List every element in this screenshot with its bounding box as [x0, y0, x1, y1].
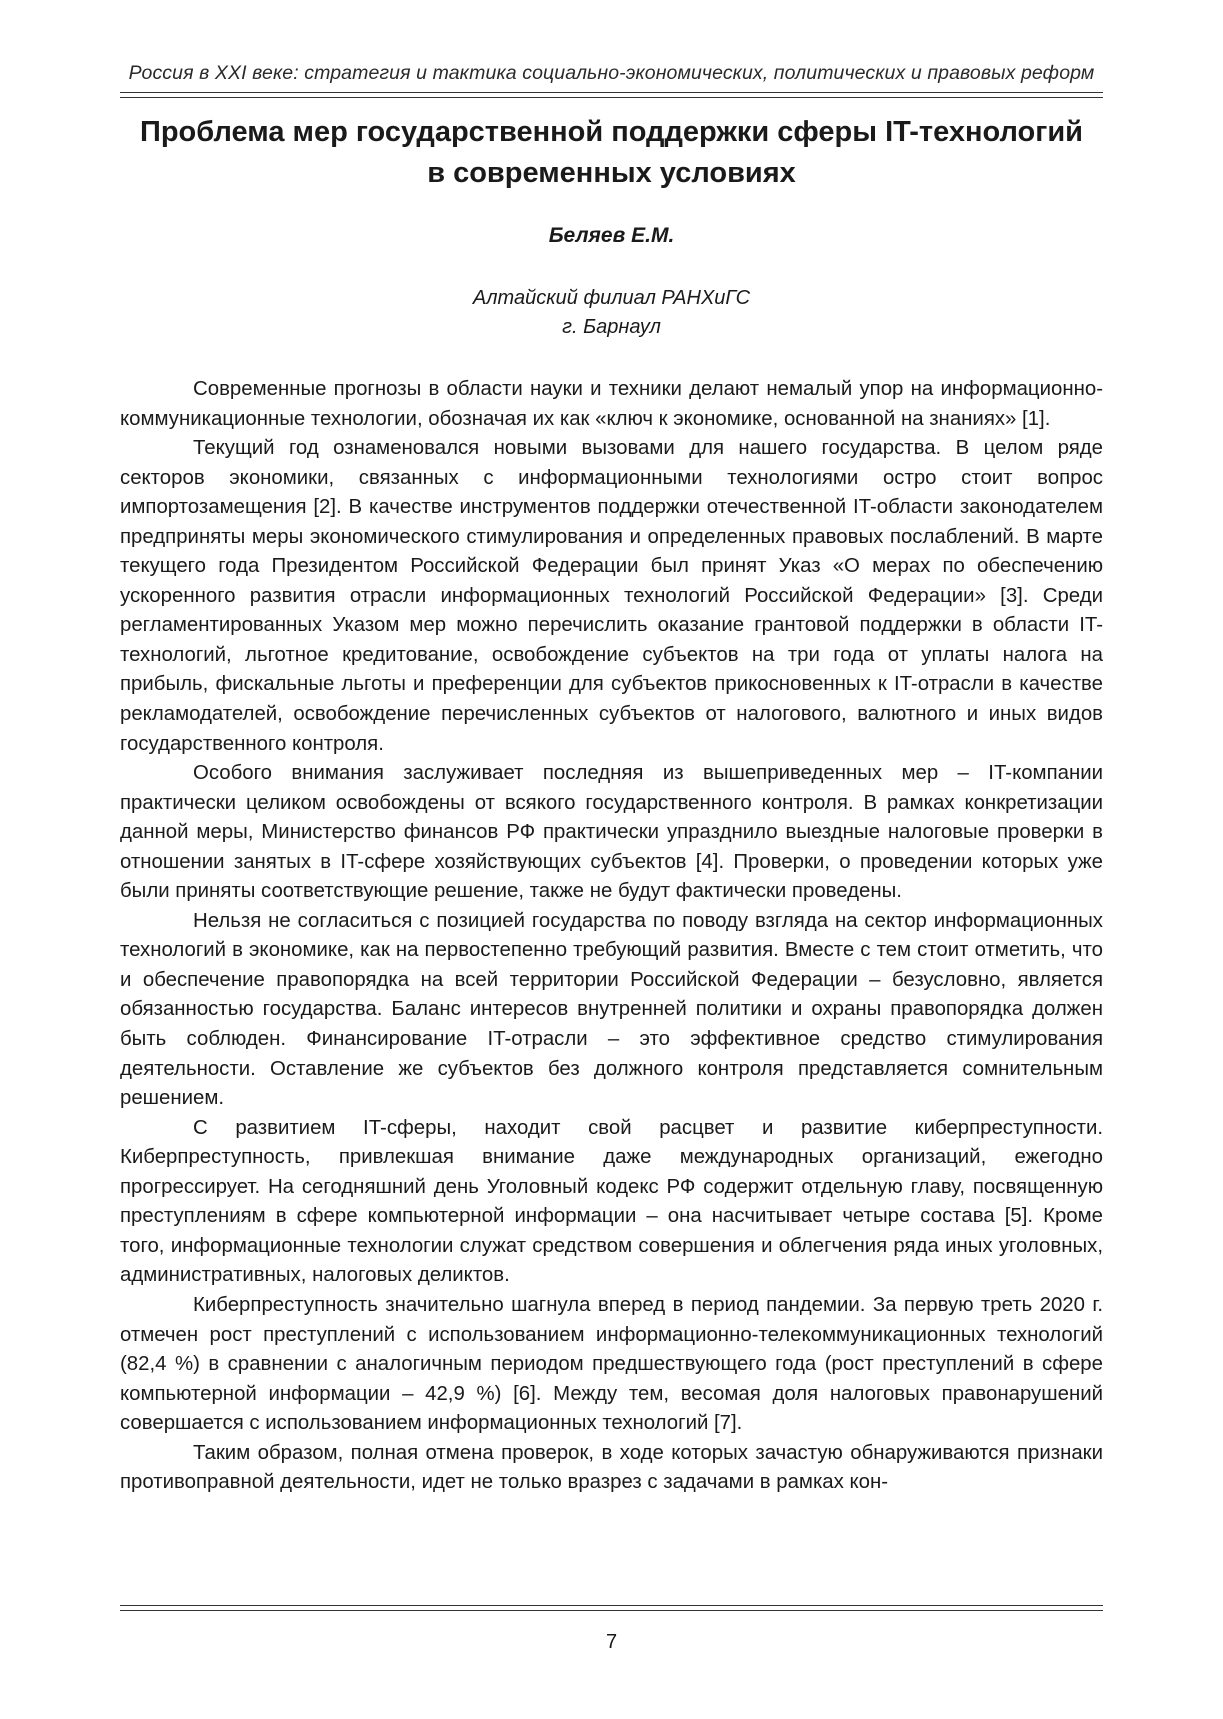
author-name: Беляев Е.М. — [548, 224, 675, 247]
paragraph-2: Текущий год ознаменовался новыми вызовами для нашего государства. В целом ряде секторов экономики, связанных с информационными технологиями остро стоит вопрос импортозамещения [2]. В качестве инструментов поддержки отечественной IT-области законодателем предприняты меры экономического стимулирования и определенных правовых послаблений. В марте текущего года Президентом Российской Федерации был принят Указ «О мерах по обеспечению ускоренного развития отрасли информационных технологий Российской Федерации» [3]. Среди регламентированных Указом мер можно перечислить оказание грантовой поддержки в области IT-технологий, льготное кредитование, освобождение субъектов на три года от уплаты налога на прибыль, фискальные льготы и преференции для субъектов прикосновенных к IT-отрасли в качестве рекламодателей, освобождение перечисленных субъектов от налогового, валютного и иных видов государственного контроля. — [120, 437, 1103, 755]
affiliation-city: г. Барнаул — [562, 316, 661, 338]
footer-rule-bottom — [120, 1610, 1103, 1611]
page-number: 7 — [605, 1631, 618, 1653]
running-header: Россия в XXI веке: стратегия и тактика социально-экономических, политических и правовых реформ — [128, 62, 1095, 84]
article-title-line-2: в современных условиях — [427, 157, 796, 189]
paragraph-6: Киберпреступность значительно шагнула вперед в период пандемии. За первую треть 2020 г. отмечен рост преступлений с использованием информационно-телекоммуникационных технологий (82,4 %) в сравнении с аналогичным периодом предшествующего года (рост преступлений в сфере компьютерной информации – 42,9 %) [6]. Между тем, весомая доля налоговых правонарушений совершается с использованием информационных технологий [7]. — [120, 1293, 1103, 1435]
article-body — [120, 375, 1103, 1498]
header-rule-bottom — [120, 97, 1103, 98]
footer-rule-top — [120, 1605, 1103, 1606]
affiliation-institution: Алтайский филиал РАНХиГС — [472, 287, 751, 309]
article-title-line-1: Проблема мер государственной поддержки сферы IT-технологий — [140, 116, 1083, 148]
paragraph-4: Нельзя не согласиться с позицией государства по поводу взгляда на сектор информационных технологий в экономике, как на первостепенно требующий развития. Вместе с тем стоит отметить, что и обеспечение правопорядка на всей территории Российской Федерации – безусловно, является обязанностью государства. Баланс интересов внутренней политики и охраны правопорядка должен быть соблюден. Финансирование IT-отрасли – это эффективное средство стимулирования деятельности. Оставление же субъектов без должного контроля представляется сомнительным решением. — [120, 909, 1103, 1110]
paragraph-1: Современные прогнозы в области науки и техники делают немалый упор на информационно-коммуникационные технологии, обозначая их как «ключ к экономике, основанной на знаниях» [1]. — [120, 378, 1103, 430]
paragraph-7: Таким образом, полная отмена проверок, в ходе которых зачастую обнаруживаются признаки противоправной деятельности, идет не только вразрез с задачами в рамках кон- — [120, 1441, 1103, 1494]
paragraph-5: С развитием IT-сферы, находит свой расцвет и развитие киберпреступности. Киберпреступность, привлекшая внимание даже международных организаций, ежегодно прогрессирует. На сегодняшний день Уголовный кодекс РФ содержит отдельную главу, посвященную преступлениям в сфере компьютерной информации – она насчитывает четыре состава [5]. Кроме того, информационные технологии служат средством совершения и облегчения ряда иных уголовных, административных, налоговых деликтов. — [120, 1116, 1103, 1287]
affiliation-block — [120, 284, 1103, 342]
paragraph-3: Особого внимания заслуживает последняя из вышеприведенных мер – IT-компании практически целиком освобождены от всякого государственного контроля. В рамках конкретизации данной меры, Министерство финансов РФ практически упразднило выездные налоговые проверки в отношении занятых в IT-сфере хозяйствующих субъектов [4]. Проверки, о проведении которых уже были приняты соответствующие решение, также не будут фактически проведены. — [120, 762, 1103, 903]
article-title — [120, 112, 1103, 194]
header-rule-top — [120, 92, 1103, 93]
